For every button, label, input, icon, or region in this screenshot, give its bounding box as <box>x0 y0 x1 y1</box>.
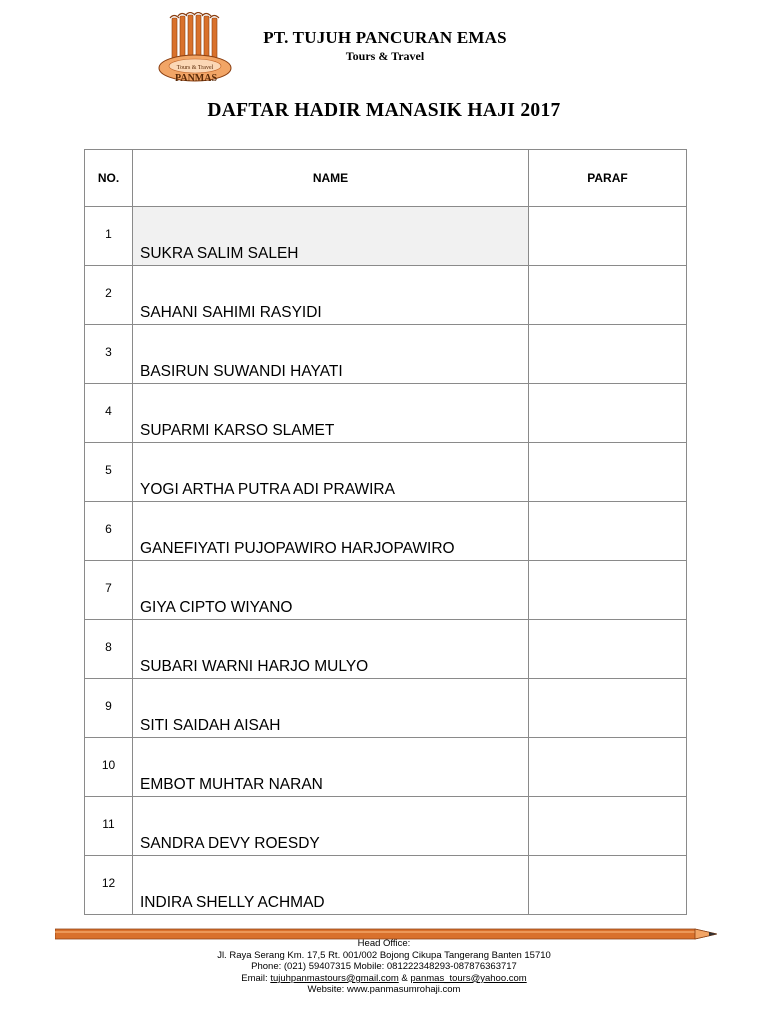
table-row <box>85 443 687 502</box>
paraf-signature-cell[interactable] <box>529 561 687 620</box>
row-number-cell <box>85 797 133 856</box>
table-row <box>85 620 687 679</box>
table-row <box>85 738 687 797</box>
pilgrim-name: INDIRA SHELLY ACHMAD <box>133 856 529 915</box>
pilgrim-name: SUPARMI KARSO SLAMET <box>133 384 529 443</box>
pilgrim-name: SANDRA DEVY ROESDY <box>133 797 529 856</box>
row-number-cell <box>85 384 133 443</box>
table-row <box>85 384 687 443</box>
paraf-signature-cell[interactable] <box>529 266 687 325</box>
row-number: 2 <box>105 286 112 300</box>
pilgrim-name: SUKRA SALIM SALEH <box>133 207 529 266</box>
row-number: 9 <box>105 699 112 713</box>
paraf-signature-cell[interactable] <box>529 502 687 561</box>
row-number-cell <box>85 738 133 797</box>
table-row <box>85 207 687 266</box>
row-number-cell <box>85 561 133 620</box>
pilgrim-name: GIYA CIPTO WIYANO <box>133 561 529 620</box>
footer-email-separator: & <box>398 972 411 984</box>
pilgrim-name: SUBARI WARNI HARJO MULYO <box>133 620 529 679</box>
footer-phone: Phone: (021) 59407315 Mobile: 081222348293-087876363717 <box>251 961 517 973</box>
footer-email-label: Email: <box>241 972 271 984</box>
paraf-signature-cell[interactable] <box>529 207 687 266</box>
table-row <box>85 856 687 915</box>
paraf-signature-cell[interactable] <box>529 325 687 384</box>
footer-email-link-2[interactable]: panmas_tours@yahoo.com <box>410 972 527 984</box>
table-row <box>85 325 687 384</box>
row-number: 11 <box>102 817 115 831</box>
row-number: 4 <box>105 404 112 418</box>
table-row <box>85 266 687 325</box>
table-row <box>85 502 687 561</box>
attendance-table <box>84 149 687 915</box>
footer-website: Website: www.panmasumrohaji.com <box>307 984 461 996</box>
row-number-cell <box>85 266 133 325</box>
row-number: 8 <box>105 640 112 654</box>
footer-email-link-1[interactable]: tujuhpanmastours@gmail.com <box>270 972 399 984</box>
column-header-paraf: PARAF <box>529 150 687 207</box>
pilgrim-name: BASIRUN SUWANDI HAYATI <box>133 325 529 384</box>
row-number-cell <box>85 502 133 561</box>
table-row <box>85 561 687 620</box>
pilgrim-name: YOGI ARTHA PUTRA ADI PRAWIRA <box>133 443 529 502</box>
pilgrim-name: GANEFIYATI PUJOPAWIRO HARJOPAWIRO <box>133 502 529 561</box>
svg-text:PANMAS: PANMAS <box>174 73 218 84</box>
row-number: 1 <box>105 227 112 241</box>
column-header-name: NAME <box>133 150 529 207</box>
paraf-signature-cell[interactable] <box>529 856 687 915</box>
pilgrim-name: SITI SAIDAH AISAH <box>133 679 529 738</box>
pilgrim-name: EMBOT MUHTAR NARAN <box>133 738 529 797</box>
footer-office-label: Head Office: <box>357 938 411 949</box>
column-header-no: NO. <box>85 150 133 207</box>
paraf-signature-cell[interactable] <box>529 679 687 738</box>
row-number: 7 <box>105 581 112 595</box>
paraf-signature-cell[interactable] <box>529 443 687 502</box>
footer <box>0 938 768 996</box>
paraf-signature-cell[interactable] <box>529 738 687 797</box>
company-tagline: Tours & Travel <box>345 49 425 63</box>
row-number: 6 <box>105 522 112 536</box>
footer-email <box>0 973 768 985</box>
paraf-signature-cell[interactable] <box>529 620 687 679</box>
svg-text:Tours & Travel: Tours & Travel <box>176 65 214 71</box>
table-row <box>85 797 687 856</box>
row-number: 12 <box>101 876 116 890</box>
footer-address: Jl. Raya Serang Km. 17,5 Rt. 001/002 Bojong Cikupa Tangerang Banten 15710 <box>217 949 551 961</box>
row-number-cell <box>85 325 133 384</box>
row-number: 5 <box>105 463 112 477</box>
row-number-cell <box>85 620 133 679</box>
row-number-cell <box>85 443 133 502</box>
document-title: DAFTAR HADIR MANASIK HAJI 2017 <box>207 100 561 121</box>
paraf-signature-cell[interactable] <box>529 797 687 856</box>
row-number-cell <box>85 207 133 266</box>
row-number: 3 <box>105 345 112 359</box>
paraf-signature-cell[interactable] <box>529 384 687 443</box>
pilgrim-name: SAHANI SAHIMI RASYIDI <box>133 266 529 325</box>
table-row <box>85 679 687 738</box>
company-name: PT. TUJUH PANCURAN EMAS <box>263 28 507 47</box>
row-number-cell <box>85 856 133 915</box>
table-header-row <box>85 150 687 207</box>
row-number: 10 <box>101 758 116 772</box>
row-number-cell <box>85 679 133 738</box>
